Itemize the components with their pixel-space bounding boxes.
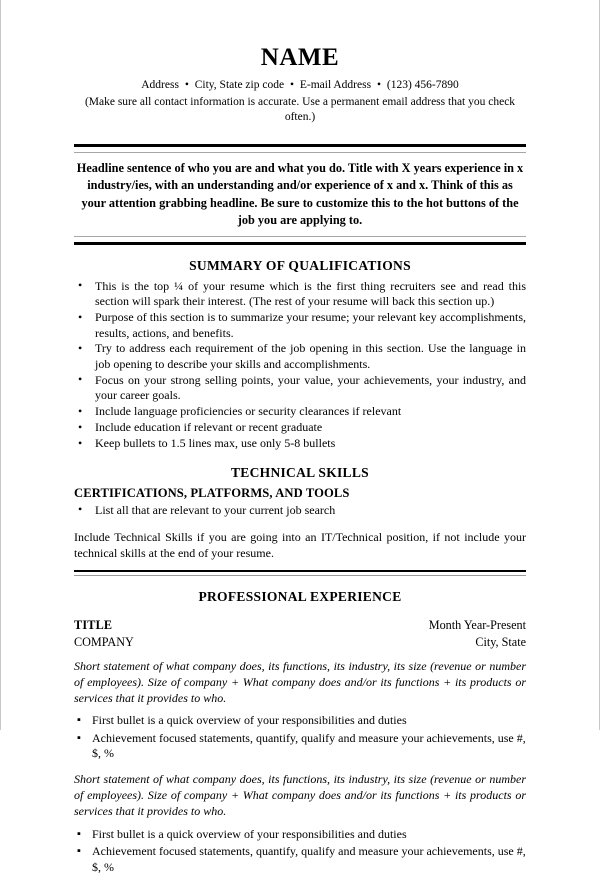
- experience-entry: [74, 617, 526, 761]
- contact-address: Address: [141, 79, 179, 92]
- experience-location: City, State: [475, 634, 526, 649]
- experience-dates: Month Year-Present: [428, 618, 526, 633]
- list-item: • Include education if relevant or recent graduate: [74, 420, 526, 435]
- list-item: ▪ First bullet is a quick overview of your responsibilities and duties: [74, 827, 526, 842]
- experience-entry: [74, 772, 526, 875]
- experience-top-rule: [74, 570, 526, 576]
- experience-bullet-list: [74, 827, 526, 875]
- headline-bottom-rule: [74, 236, 526, 245]
- experience-bullet-list: [74, 713, 526, 761]
- experience-company: COMPANY: [74, 634, 134, 649]
- section-title-summary: SUMMARY OF QUALIFICATIONS: [189, 257, 411, 273]
- contact-city-state-zip: City, State zip code: [194, 79, 285, 92]
- page-title: NAME: [260, 44, 340, 71]
- contact-separator-icon: •: [376, 79, 381, 92]
- list-item: • List all that are relevant to your current job search: [74, 503, 526, 518]
- headline-block: [74, 144, 526, 245]
- experience-company-summary: Short statement of what company does, its functions, its industry, its size (revenue or number of employees). Size of company + What company does and/or its functions + its products or services that it provides to who.: [74, 771, 526, 818]
- technical-skills-note: Include Technical Skills if you are going into an IT/Technical position, if not include your technical skills at the end of your resume.: [74, 530, 526, 560]
- contact-line: [74, 78, 526, 94]
- list-item: ▪ Achievement focused statements, quantify, qualify and measure your achievements, use #, $, %: [74, 844, 526, 875]
- experience-company-summary: Short statement of what company does, its functions, its industry, its size (revenue or number of employees). Size of company + What company does and/or its functions + its products or services that it provides to who.: [74, 658, 526, 705]
- contact-email: E-mail Address: [299, 79, 372, 92]
- list-item: • This is the top ¼ of your resume which is the first thing recruiters see and read this section will spark their interest. (The rest of your resume will back this section up.): [74, 279, 526, 310]
- section-title-professional-experience: PROFESSIONAL EXPERIENCE: [198, 589, 402, 605]
- contact-phone: (123) 456-7890: [386, 79, 459, 92]
- resume-content: [74, 0, 526, 877]
- spacer: [74, 561, 526, 570]
- experience-entry-header: [74, 617, 526, 633]
- list-item: • Try to address each requirement of the job opening in this section. Use the language in job opening to describe your skills and accomplishments.: [74, 341, 526, 372]
- headline-text: Headline sentence of who you are and what you do. Title with X years experience in x industry/ies, with an understanding and/or experience of x and x. Think of this as your attention grabbing headline. Be sure to customize this to the hot buttons of the job you are applying to.: [76, 160, 524, 228]
- summary-bullet-list: [74, 279, 526, 452]
- technical-skills-bullet-list: [74, 503, 526, 518]
- list-item: ▪ First bullet is a quick overview of your responsibilities and duties: [74, 713, 526, 728]
- contact-note: (Make sure all contact information is accurate. Use a permanent email address that you check often.): [84, 95, 516, 124]
- contact-separator-icon: •: [289, 79, 294, 92]
- list-item: ▪ Achievement focused statements, quantify, qualify and measure your achievements, use #, $, %: [74, 731, 526, 762]
- list-item: • Keep bullets to 1.5 lines max, use only 5-8 bullets: [74, 436, 526, 451]
- experience-job-title: TITLE: [74, 618, 113, 633]
- experience-entry-subheader: [74, 634, 526, 650]
- subsection-title-certifications: CERTIFICATIONS, PLATFORMS, AND TOOLS: [74, 485, 350, 500]
- list-item: • Purpose of this section is to summarize your resume; your relevant key accomplishments, results, actions, and benefits.: [74, 310, 526, 341]
- section-title-technical-skills: TECHNICAL SKILLS: [231, 464, 369, 480]
- headline-top-rule: [74, 144, 526, 153]
- list-item: • Focus on your strong selling points, your value, your achievements, your industry, and your career goals.: [74, 373, 526, 404]
- list-item: • Include language proficiencies or security clearances if relevant: [74, 404, 526, 419]
- contact-separator-icon: •: [184, 79, 189, 92]
